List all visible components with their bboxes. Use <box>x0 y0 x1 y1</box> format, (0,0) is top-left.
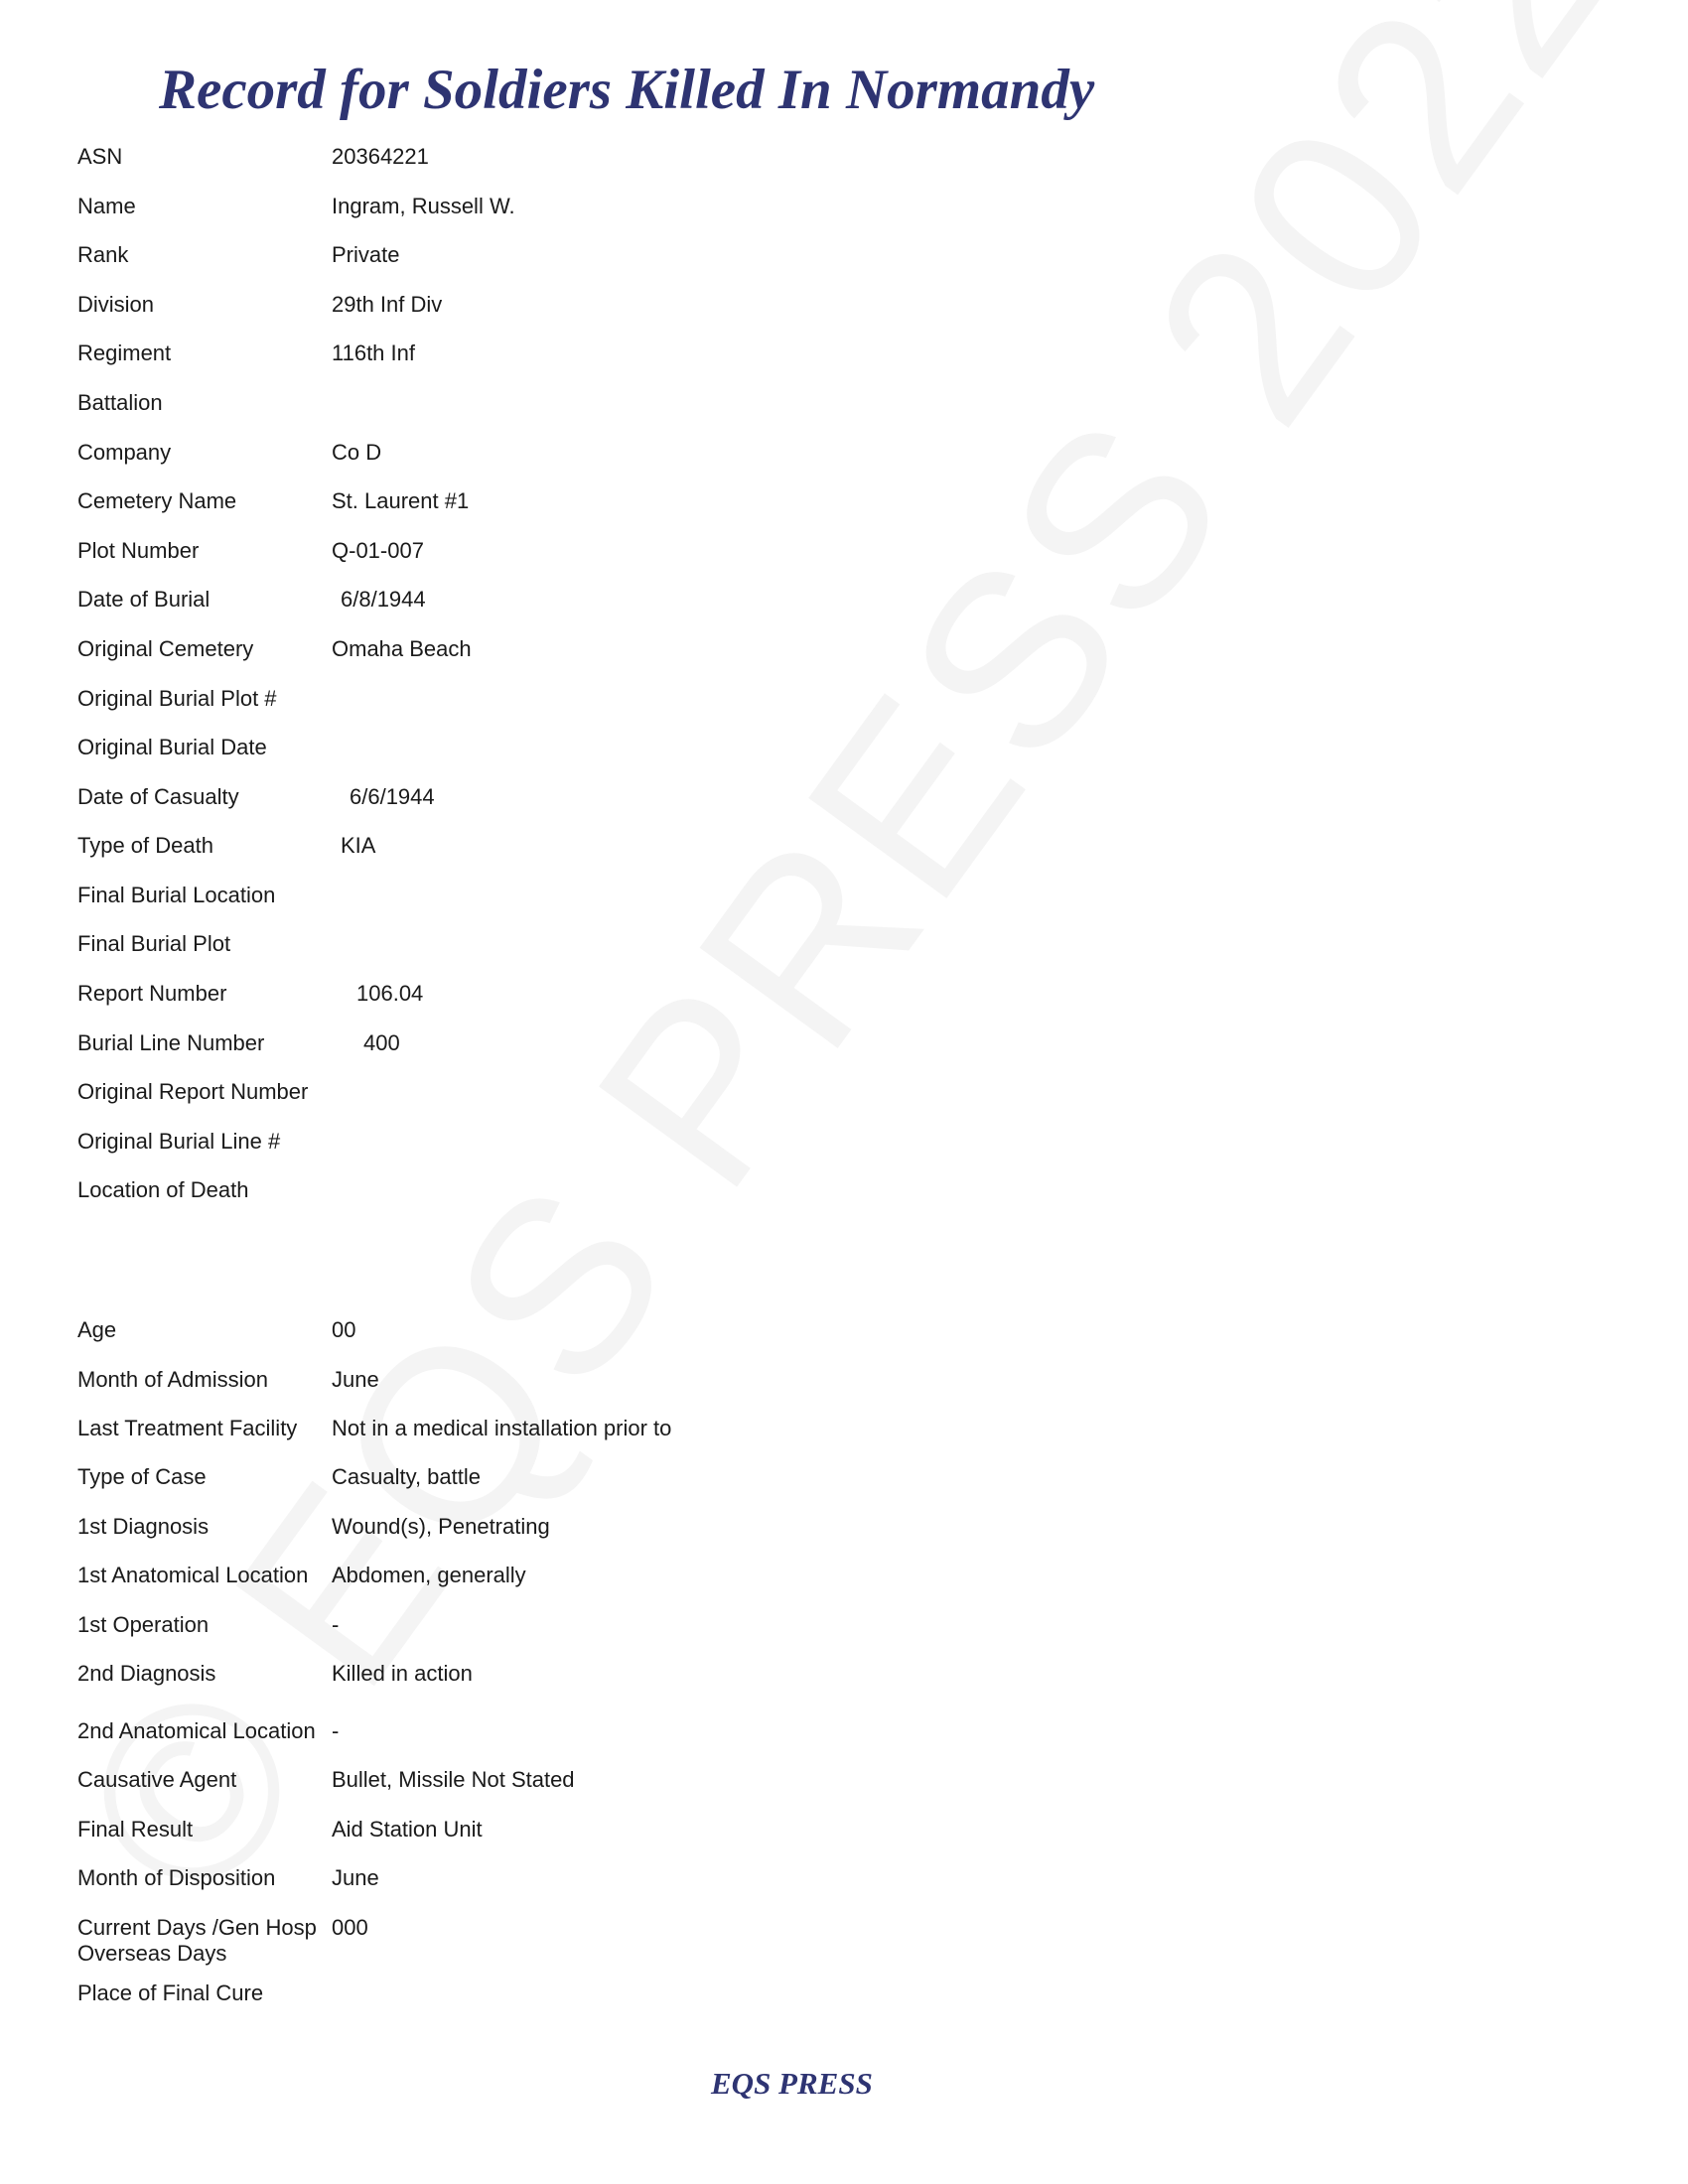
location-of-death-label: Location of Death <box>77 1177 249 1202</box>
current-days-label: Current Days /Gen Hosp <box>77 1915 317 1940</box>
date-of-burial-value: 6/8/1944 <box>341 587 426 612</box>
report-number-label: Report Number <box>77 981 227 1006</box>
first-anatomical-location-value: Abdomen, generally <box>332 1563 526 1587</box>
current-days-value: 000 <box>332 1915 368 1940</box>
battalion-label: Battalion <box>77 390 163 415</box>
last-treatment-facility-value: Not in a medical installation prior to <box>332 1416 671 1440</box>
age-label: Age <box>77 1317 117 1342</box>
original-burial-plot-label: Original Burial Plot # <box>77 686 277 711</box>
first-anatomical-location-label: 1st Anatomical Location <box>77 1563 309 1587</box>
page-title: Record for Soldiers Killed In Normandy <box>159 59 1095 121</box>
company-value: Co D <box>332 440 382 465</box>
original-cemetery-label: Original Cemetery <box>77 636 254 661</box>
name-value: Ingram, Russell W. <box>332 194 515 218</box>
rank-label: Rank <box>77 242 129 267</box>
month-of-admission-label: Month of Admission <box>77 1367 268 1392</box>
regiment-value: 116th Inf <box>332 341 415 365</box>
second-anatomical-location-label: 2nd Anatomical Location <box>77 1718 316 1743</box>
age-value: 00 <box>332 1317 356 1342</box>
original-cemetery-value: Omaha Beach <box>332 636 472 661</box>
report-number-value: 106.04 <box>356 981 424 1006</box>
cemetery-name-label: Cemetery Name <box>77 488 237 513</box>
second-anatomical-location-value: - <box>332 1718 340 1743</box>
final-result-label: Final Result <box>77 1817 194 1842</box>
month-of-disposition-label: Month of Disposition <box>77 1865 276 1890</box>
second-diagnosis-label: 2nd Diagnosis <box>77 1661 216 1686</box>
first-diagnosis-value: Wound(s), Penetrating <box>332 1514 550 1539</box>
first-operation-label: 1st Operation <box>77 1612 210 1637</box>
original-burial-line-label: Original Burial Line # <box>77 1129 281 1154</box>
original-report-number-label: Original Report Number <box>77 1079 309 1104</box>
month-of-admission-value: June <box>332 1367 379 1392</box>
date-of-casualty-label: Date of Casualty <box>77 784 239 809</box>
regiment-label: Regiment <box>77 341 172 365</box>
type-of-case-label: Type of Case <box>77 1464 207 1489</box>
place-of-final-cure-label: Place of Final Cure <box>77 1980 264 2005</box>
month-of-disposition-value: June <box>332 1865 379 1890</box>
watermark <box>23 0 1666 1949</box>
final-burial-location-label: Final Burial Location <box>77 883 276 907</box>
division-value: 29th Inf Div <box>332 292 443 317</box>
type-of-case-value: Casualty, battle <box>332 1464 482 1489</box>
asn-label: ASN <box>77 144 123 169</box>
date-of-casualty-value: 6/6/1944 <box>350 784 435 809</box>
first-diagnosis-label: 1st Diagnosis <box>77 1514 210 1539</box>
causative-agent-label: Causative Agent <box>77 1767 237 1792</box>
date-of-burial-label: Date of Burial <box>77 587 211 612</box>
type-of-death-label: Type of Death <box>77 833 213 858</box>
division-label: Division <box>77 292 155 317</box>
plot-number-label: Plot Number <box>77 538 200 563</box>
overseas-days-label: Overseas Days <box>77 1941 227 1966</box>
second-diagnosis-value: Killed in action <box>332 1661 473 1686</box>
original-burial-date-label: Original Burial Date <box>77 735 267 759</box>
burial-line-number-label: Burial Line Number <box>77 1030 265 1055</box>
cemetery-name-value: St. Laurent #1 <box>332 488 470 513</box>
type-of-death-value: KIA <box>341 833 376 858</box>
footer-publisher: EQS PRESS <box>711 2066 873 2101</box>
final-result-value: Aid Station Unit <box>332 1817 483 1842</box>
last-treatment-facility-label: Last Treatment Facility <box>77 1416 298 1440</box>
plot-number-value: Q-01-007 <box>332 538 424 563</box>
name-label: Name <box>77 194 136 218</box>
causative-agent-value: Bullet, Missile Not Stated <box>332 1767 575 1792</box>
final-burial-plot-label: Final Burial Plot <box>77 931 231 956</box>
company-label: Company <box>77 440 172 465</box>
asn-value: 20364221 <box>332 144 429 169</box>
rank-value: Private <box>332 242 400 267</box>
burial-line-number-value: 400 <box>363 1030 400 1055</box>
first-operation-value: - <box>332 1612 340 1637</box>
